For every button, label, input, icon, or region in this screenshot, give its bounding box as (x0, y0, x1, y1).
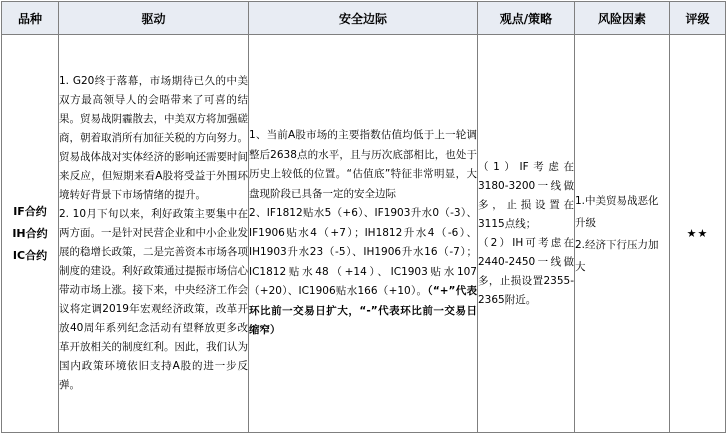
strategy-table (1, 1, 726, 433)
drivers-cell (59, 35, 249, 433)
driver-item-1: 1. G20终于落幕，市场期待已久的中美双方最高领导人的会晤带来了可喜的结果。贸易战阴霾散去，中美双方将加强磋商，朝着取消所有加征关税的方向努力。贸易战体战对实体经济的影响还需要时间来反应，但短期来看A股将受益于外围环境转好背景下市场情绪的提升。 (59, 75, 248, 201)
header-rating: 评级 (670, 2, 726, 35)
basis-legend-note: （“+”代表环比前一交易日扩大，“-”代表环比前一交易日缩窄） (249, 285, 477, 337)
header-safety-margin: 安全边际 (249, 2, 478, 35)
risk-factors-cell (575, 35, 670, 433)
risk-item-1: 1.中美贸易战恶化升级 (575, 194, 659, 229)
risk-item-2: 2.经济下行压力加大 (575, 238, 659, 273)
safety-margin-cell (249, 35, 478, 433)
view-item-ih: （2）IH可考虑在2440-2450一线做多，止损设置2355-2365附近。 (478, 236, 574, 306)
safety-item-1: 1、当前A股市场的主要指数估值均低于上一轮调整后2638点的水平，且与历次底部相比，也处于历史上较低的位置。“估值底”特征非常明显，大盘现阶段已具备一定的安全边际 (249, 129, 477, 200)
view-strategy-cell (478, 35, 575, 433)
view-item-if: （1）IF考虑在3180-3200一线做多，止损设置在3115点线； (478, 160, 574, 230)
product-if: IF合约 (13, 204, 47, 218)
product-ic: IC合约 (12, 248, 48, 262)
product-cell (2, 35, 59, 433)
header-risk-factors: 风险因素 (575, 2, 670, 35)
basis-list: 2、IF1812贴水5（+6）、IF1903升水0（-3）、IF1906贴水4（+7）；IH1812升水4（-6）、IH1903升水23（-5）、IH1906升水16（-7）；IC1812贴水48（+14）、IC1903贴水107（+20）、IC1906贴水166（+10）。 (249, 207, 477, 298)
driver-item-2: 2. 10月下旬以来，利好政策主要集中在两方面。一是针对民营企业和中小企业发展的稳增长政策，二是完善资本市场各项制度的建设。利好政策通过提振市场信心带动市场上涨。接下来，中央经济工作会议将定调2019年宏观经济政策，改革开放40周年系列纪念活动有望释放更多改革开放相关的制度红利。因此，我们认为国内政策环境依旧支持A股的进一步反弹。 (59, 208, 248, 391)
header-drivers: 驱动 (59, 2, 249, 35)
header-view-strategy: 观点/策略 (478, 2, 575, 35)
product-ih: IH合约 (12, 226, 48, 240)
header-row (2, 2, 726, 35)
table-row (2, 35, 726, 433)
header-product: 品种 (2, 2, 59, 35)
rating-stars: ★★ (670, 35, 726, 433)
safety-item-2 (249, 204, 477, 341)
